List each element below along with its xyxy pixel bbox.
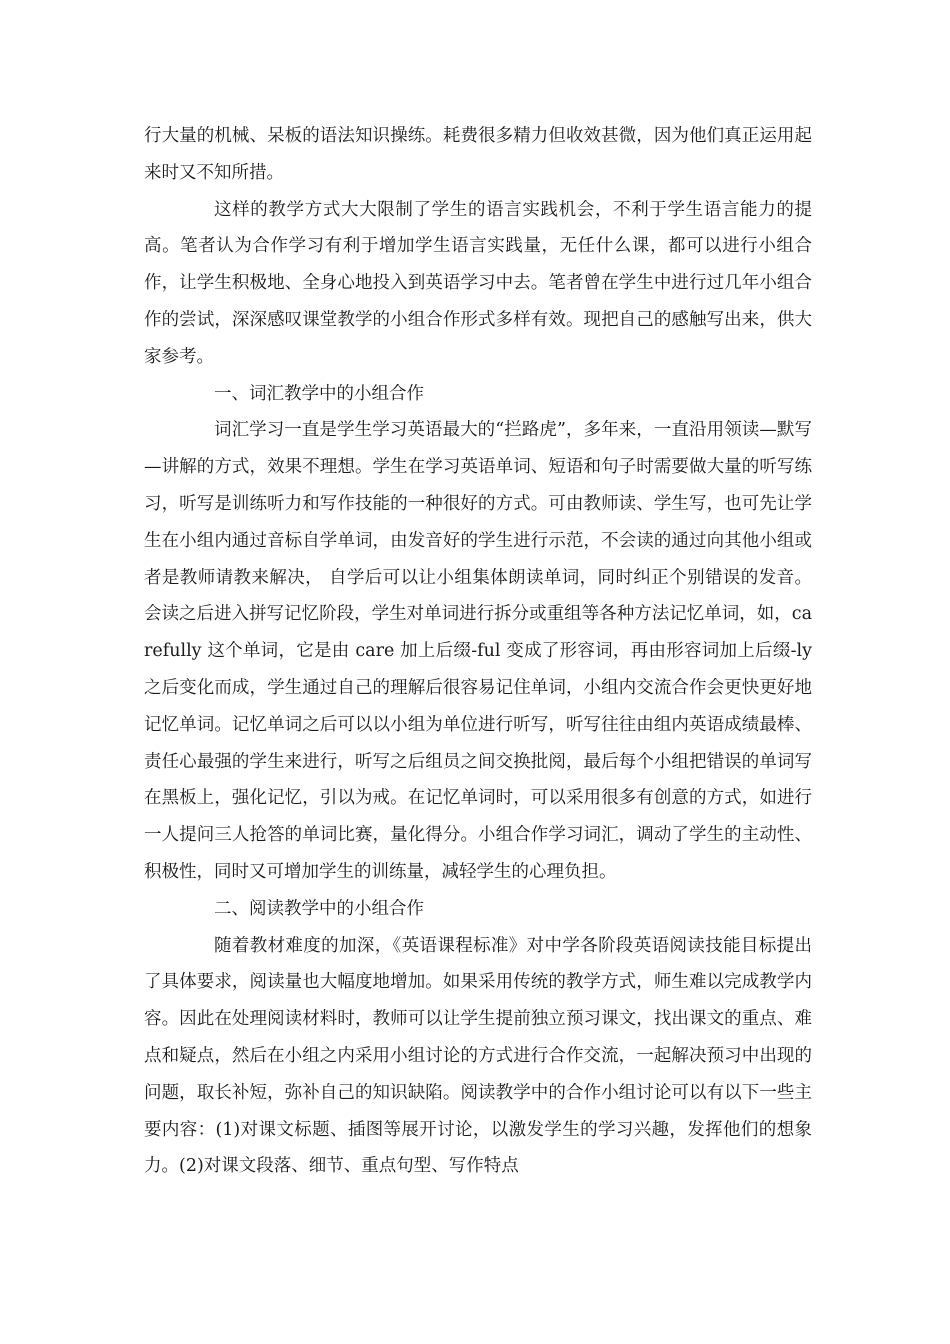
document-body <box>144 118 812 1185</box>
paragraph-vocabulary: 词汇学习一直是学生学习英语最大的“拦路虎”，多年来，一直沿用领读—默写—讲解的方式，效果不理想。学生在学习英语单词、短语和句子时需要做大量的听写练习，听写是训练听力和写作技能的一种很好的方式。可由教师读、学生写，也可先让学生在小组内通过音标自学单词，由发音好的学生进行示范，不会读的通过向其他小组或者是教师请教来解决， 自学后可以让小组集体朗读单词，同时纠正个别错误的发音。会读之后进入拼写记忆阶段，学生对单词进行拆分或重组等各种方法记忆单词，如，carefully 这个单词，它是由 care 加上后缀-ful 变成了形容词，再由形容词加上后缀-ly 之后变化而成，学生通过自己的理解后很容易记住单词，小组内交流合作会更快更好地记忆单词。记忆单词之后可以以小组为单位进行听写，听写往往由组内英语成绩最棒、责任心最强的学生来进行，听写之后组员之间交换批阅，最后每个小组把错误的单词写在黑板上，强化记忆，引以为戒。在记忆单词时，可以采用很多有创意的方式，如进行一人提问三人抢答的单词比赛，量化得分。小组合作学习词汇，调动了学生的主动性、积极性，同时又可增加学生的训练量，减轻学生的心理负担。 <box>144 420 812 882</box>
section-heading-vocabulary: 一、词汇教学中的小组合作 <box>214 383 424 404</box>
paragraph-intro: 这样的教学方式大大限制了学生的语言实践机会，不利于学生语言能力的提高。笔者认为合作学习有利于增加学生语言实践量，无任什么课，都可以进行小组合作，让学生积极地、全身心地投入到英语学习中去。笔者曾在学生中进行过几年小组合作的尝试，深深感叹课堂教学的小组合作形式多样有效。现把自己的感触写出来，供大家参考。 <box>144 199 812 367</box>
paragraph-continuation: 行大量的机械、呆板的语法知识操练。耗费很多精力但收效甚微，因为他们真正运用起来时又不知所措。 <box>144 126 812 183</box>
section-heading-reading: 二、阅读教学中的小组合作 <box>214 898 424 919</box>
paragraph-reading: 随着教材难度的加深，《英语课程标准》对中学各阶段英语阅读技能目标提出了具体要求，阅读量也大幅度地增加。如果采用传统的教学方式，师生难以完成教学内容。因此在处理阅读材料时，教师可以让学生提前独立预习课文，找出课文的重点、难点和疑点，然后在小组之内采用小组讨论的方式进行合作交流，一起解决预习中出现的问题，取长补短，弥补自己的知识缺陷。阅读教学中的合作小组讨论可以有以下一些主要内容：(1)对课文标题、插图等展开讨论，以激发学生的学习兴趣，发挥他们的想象力。(2)对课文段落、细节、重点句型、写作特点 <box>144 935 812 1177</box>
